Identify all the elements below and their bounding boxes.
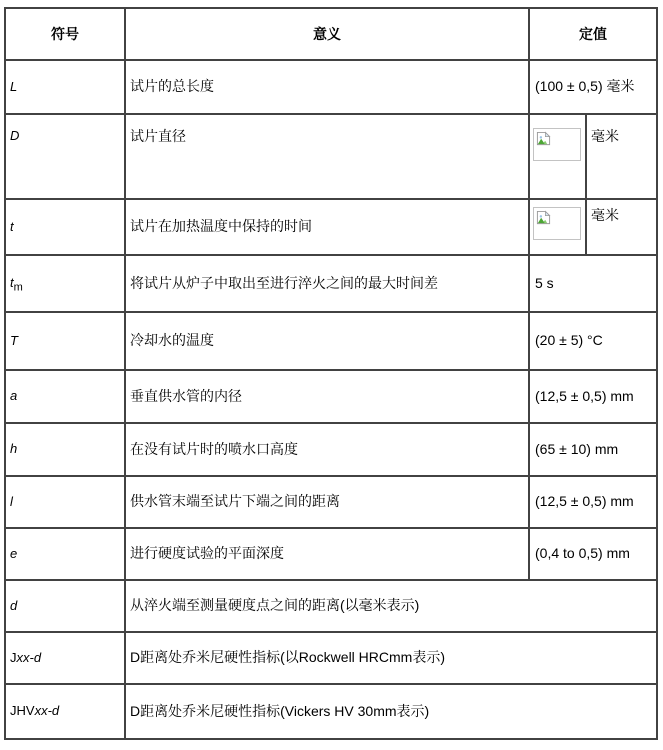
table-body [5, 60, 657, 739]
symbol-italic: xx-d [16, 649, 42, 665]
broken-image-icon [536, 131, 551, 146]
meaning-cell: D距离处乔米尼硬性指标(Vickers HV 30mm表示) [125, 684, 657, 739]
value-image-cell [529, 199, 586, 255]
symbol-italic: t [10, 275, 14, 291]
table-row [5, 528, 657, 580]
value-unit-cell: 毫米 [586, 114, 657, 199]
table-row [5, 684, 657, 739]
symbol-italic: xx-d [34, 703, 60, 719]
table-row [5, 632, 657, 684]
meaning-cell: D距离处乔米尼硬性指标(以Rockwell HRCmm表示) [125, 632, 657, 684]
symbol-cell [5, 370, 125, 423]
symbol-cell [5, 528, 125, 580]
meaning-cell: 进行硬度试验的平面深度 [125, 528, 529, 580]
meaning-cell: 冷却水的温度 [125, 312, 529, 370]
value-cell: 5 s [529, 255, 657, 312]
value-unit-cell: 毫米 [586, 199, 657, 255]
symbol-cell [5, 114, 125, 199]
value-cell: (100 ± 0,5) 毫米 [529, 60, 657, 114]
symbol-cell [5, 580, 125, 632]
symbol-cell [5, 312, 125, 370]
symbol-prefix: J [10, 649, 17, 665]
symbols-table [4, 7, 658, 740]
value-cell: (0,4 to 0,5) mm [529, 528, 657, 580]
symbol-italic: T [10, 332, 18, 348]
table-row [5, 114, 657, 199]
meaning-cell: 试片直径 [125, 114, 529, 199]
meaning-cell: 供水管末端至试片下端之间的距离 [125, 476, 529, 528]
broken-image-placeholder [533, 207, 581, 240]
header-cell-value: 定值 [529, 8, 657, 60]
table-row [5, 312, 657, 370]
symbol-cell [5, 632, 125, 684]
symbol-cell [5, 199, 125, 255]
symbol-cell [5, 684, 125, 739]
value-image-cell [529, 114, 586, 199]
symbol-cell [5, 60, 125, 114]
value-cell: (65 ± 10) mm [529, 423, 657, 476]
meaning-cell: 试片的总长度 [125, 60, 529, 114]
symbol-cell [5, 476, 125, 528]
meaning-cell: 将试片从炉子中取出至进行淬火之间的最大时间差 [125, 255, 529, 312]
symbol-italic: a [10, 388, 18, 404]
symbol-prefix: JHV [10, 703, 35, 719]
symbol-cell [5, 255, 125, 312]
symbol-italic: L [10, 78, 18, 94]
meaning-cell: 垂直供水管的内径 [125, 370, 529, 423]
table-row [5, 255, 657, 312]
table-row [5, 476, 657, 528]
value-cell: (20 ± 5) °C [529, 312, 657, 370]
header-cell-symbol: 符号 [5, 8, 125, 60]
table-row [5, 580, 657, 632]
meaning-cell: 从淬火端至测量硬度点之间的距离(以毫米表示) [125, 580, 657, 632]
symbol-italic: l [10, 493, 13, 509]
broken-image-placeholder [533, 128, 581, 161]
broken-image-icon [536, 210, 551, 225]
header-cell-meaning: 意义 [125, 8, 529, 60]
meaning-cell: 在没有试片时的喷水口高度 [125, 423, 529, 476]
meaning-cell: 试片在加热温度中保持的时间 [125, 199, 529, 255]
table-row [5, 199, 657, 255]
symbol-italic: d [10, 597, 18, 613]
symbol-subscript: m [13, 281, 23, 294]
table-row [5, 370, 657, 423]
symbol-italic: h [10, 441, 18, 457]
value-cell: (12,5 ± 0,5) mm [529, 476, 657, 528]
symbol-cell [5, 423, 125, 476]
header-row [5, 8, 657, 60]
symbol-italic: e [10, 545, 18, 561]
value-cell: (12,5 ± 0,5) mm [529, 370, 657, 423]
table-row [5, 60, 657, 114]
table-row [5, 423, 657, 476]
symbol-italic: t [10, 218, 14, 234]
symbol-italic: D [10, 128, 20, 143]
